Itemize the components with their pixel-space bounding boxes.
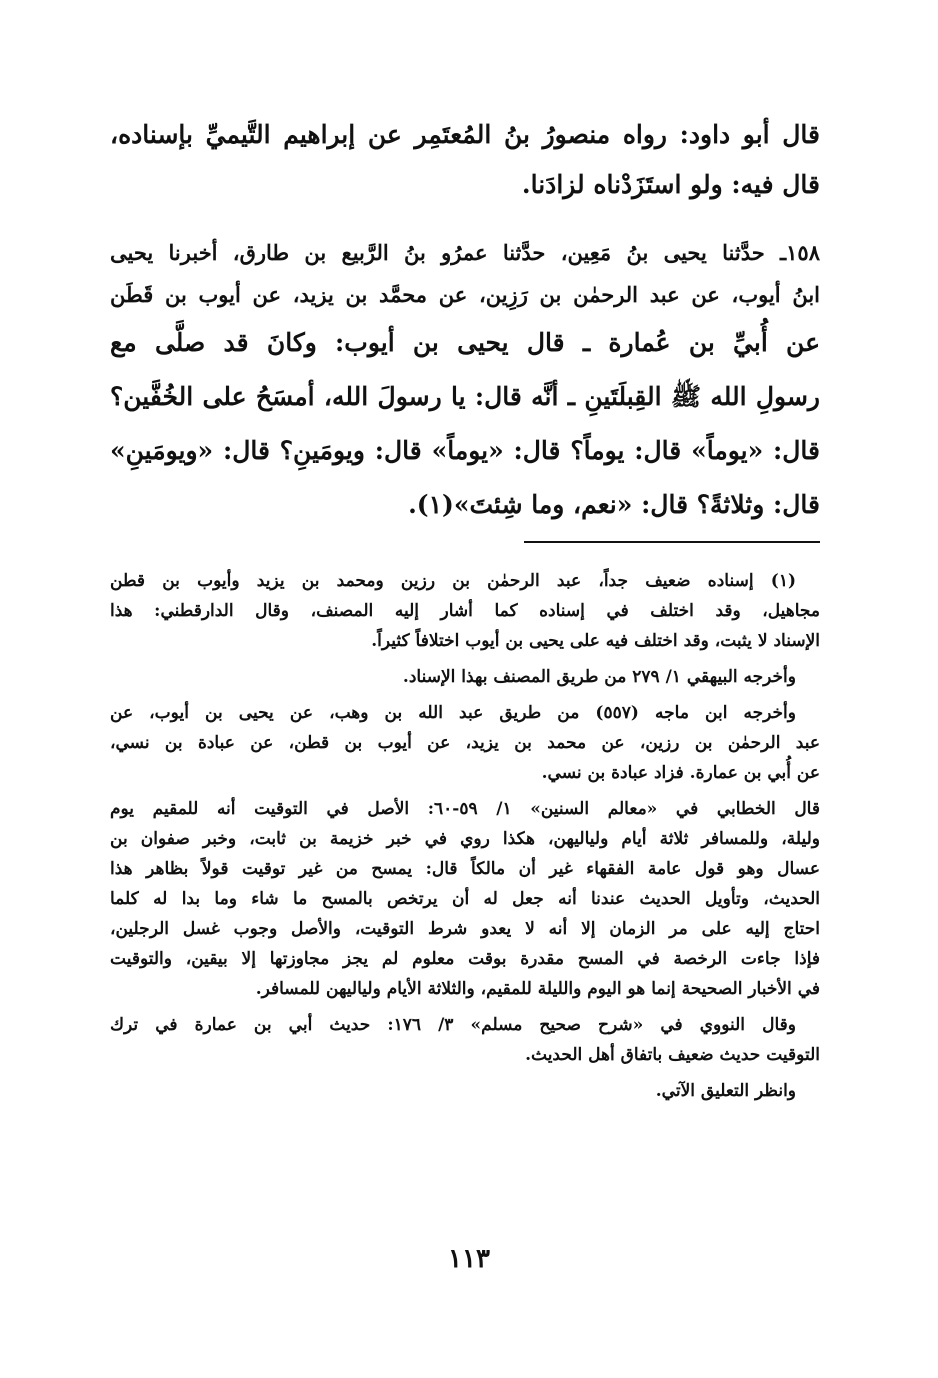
footnote-line: قال الخطابي في «معالم السنين» ١/ ٥٩-٦٠: الأصل في التوقيت أنه للمقيم يوم [110, 799, 820, 819]
footnote-line: التوقيت حديث ضعيف باتفاق أهل الحديث. [525, 1045, 820, 1065]
footnote-line: وأخرجه البيهقي ١/ ٢٧٩ من طريق المصنف بهذا الإسناد. [402, 667, 796, 687]
paragraph-hadith-158-isnad [110, 232, 820, 316]
footnote-line: وأخرجه ابن ماجه (٥٥٧) من طريق عبد الله بن وهب، عن يحيى بن أيوب، عن [110, 703, 796, 723]
text-line: قال أبو داود: رواه منصورُ بنُ المُعتَمِر عن إبراهيم التَّيميِّ بإسناده، [110, 120, 820, 149]
text-line: قال فيه: ولو استَزَدْناه لزادَنا. [521, 170, 820, 199]
footnote-line: في الأخبار الصحيحة إنما هو اليوم والليلة للمقيم، والثلاثة الأيام ولياليهن للمسافر. [255, 979, 820, 999]
footnote-line: وقال النووي في «شرح صحيح مسلم» ٣/ ١٧٦: حديث أبي بن عمارة في ترك [110, 1015, 796, 1035]
paragraph-hadith-158-matn [110, 316, 820, 532]
footnotes [110, 566, 820, 1112]
footnote-separator [524, 541, 820, 543]
footnote-line: مجاهيل، وقد اختلف في إسناده كما أشار إليه المصنف، وقال الدارقطني: هذا [110, 601, 820, 621]
footnote-line: وليلة، وللمسافر ثلاثة أيام ولياليهن، هكذا روي في خبر خزيمة بن ثابت، وخبر صفوان بن [110, 829, 820, 849]
footnote-nawawi [110, 1010, 820, 1070]
text-line: عن أُبيِّ بن عُمارة ـ قال يحيى بن أيوب: وكانَ قد صلَّى مع [110, 328, 820, 357]
footnote-line: فإذا جاءت الرخصة في المسح مقدرة بوقت معلوم لم يجز مجاوزتها إلا بيقين، والتوقيت [110, 949, 820, 969]
paragraph-abu-dawud-note [110, 110, 820, 210]
text-line: ابنُ أيوب، عن عبد الرحمٰن بن رَزِين، عن محمَّد بن يزيد، عن أيوب بن قَطَن [110, 282, 820, 307]
text-line: رسولِ الله ﷺ القِبلَتَينِ ـ أنَّه قال: يا رسولَ الله، أمسَحُ على الخُفَّين؟ [110, 382, 820, 411]
footnote-line: الحديث، وتأويل الحديث عندنا أنه جعل له أن يرتخص بالمسح ما شاء وما بدا له كلما [110, 889, 820, 909]
text-line: ١٥٨ـ حدَّثنا يحيى بنُ مَعِين، حدَّثنا عمرُو بنُ الرَّبيع بن طارق، أخبرنا يحيى [110, 240, 820, 265]
footnote-line: الإسناد لا يثبت، وقد اختلف فيه على يحيى بن أيوب اختلافاً كثيراً. [371, 631, 820, 651]
text-line: قال: وثلاثةً؟ قال: «نعم، وما شِئتَ»(١). [408, 490, 820, 519]
footnote-see-next [110, 1076, 820, 1106]
footnote-line: عسال وهو قول عامة الفقهاء غير أن مالكاً قال: يمسح من غير توقيت قولاً بظاهر هذا [110, 859, 820, 879]
footnote-ibn-majah [110, 698, 820, 788]
text-line: قال: «يوماً» قال: يوماً؟ قال: «يوماً» قال: ويومَينِ؟ قال: «ويومَينِ» [110, 436, 820, 465]
footnote-line: عبد الرحمٰن بن رزين، عن محمد بن يزيد، عن أيوب بن قطن، عن عبادة بن نسي، [110, 733, 820, 753]
footnote-bayhaqi [110, 662, 820, 692]
page-number: ١١٣ [448, 1244, 490, 1274]
footnote-khattabi [110, 794, 820, 1004]
footnote-1 [110, 566, 820, 656]
footnote-line: وانظر التعليق الآتي. [655, 1081, 796, 1101]
footnote-line: (١) إسناده ضعيف جداً، عبد الرحمٰن بن رزين ومحمد بن يزيد وأيوب بن قطن [110, 571, 796, 591]
footnote-line: عن أُبي بن عمارة. فزاد عبادة بن نسي. [541, 763, 820, 783]
main-text [110, 110, 820, 532]
footnote-line: احتاج إليه على مر الزمان إلا أنه لا يعدو شرط التوقيت، والأصل وجوب غسل الرجلين، [110, 919, 820, 939]
